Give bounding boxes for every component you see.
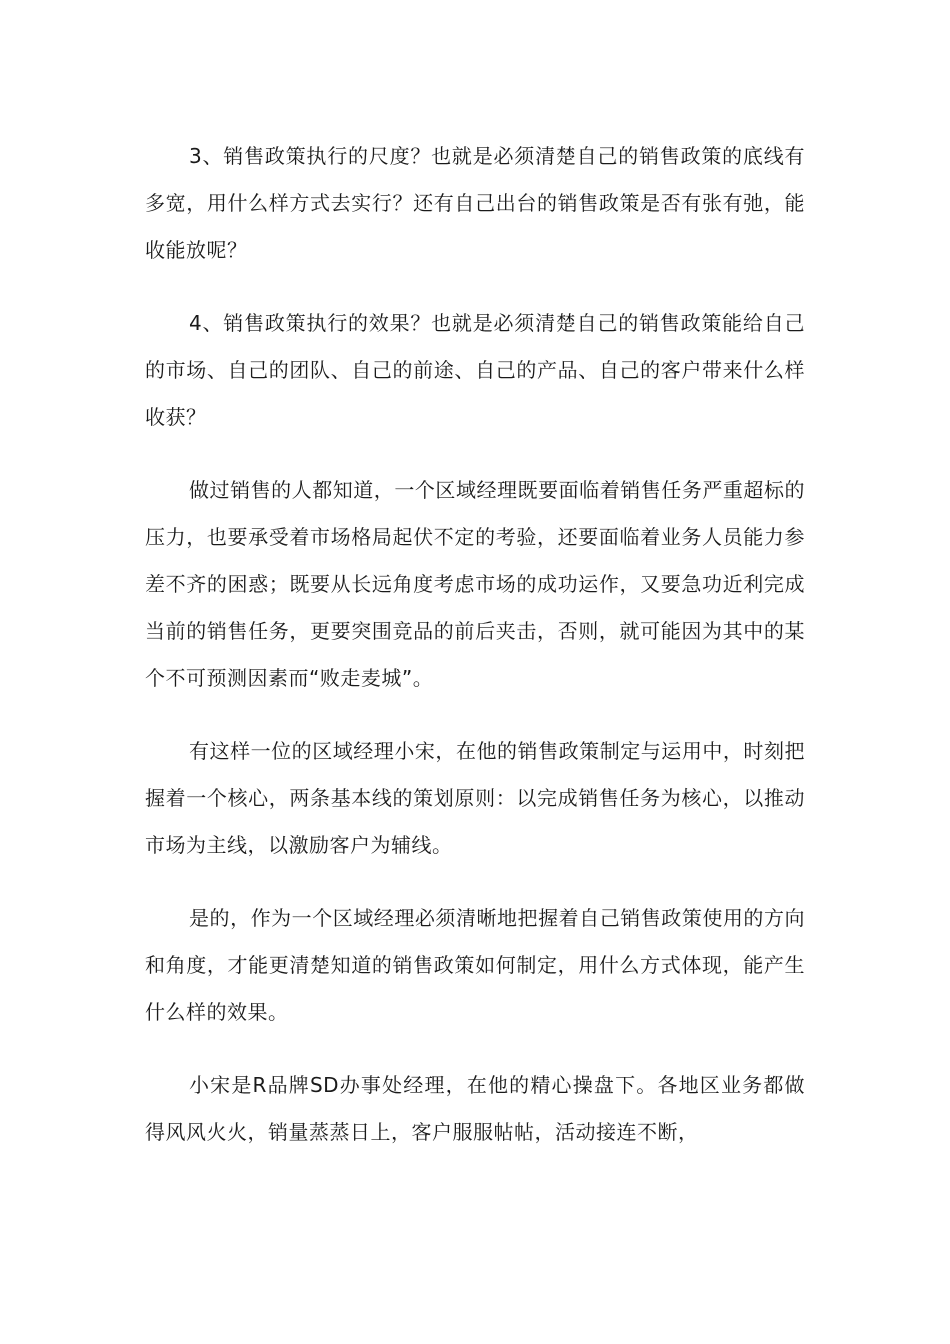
- paragraph-policy-effect: 4、销售政策执行的效果？也就是必须清楚自己的销售政策能给自己的市场、自己的团队、自己的前途、自己的产品、自己的客户带来什么样收获？: [145, 311, 805, 429]
- paragraph-policy-scale: 3、销售政策执行的尺度？也就是必须清楚自己的销售政策的底线有多宽，用什么样方式去实行？还有自己出台的销售政策是否有张有弛，能收能放呢？: [145, 144, 805, 262]
- paragraph-sd-office: 小宋是R品牌SD办事处经理，在他的精心操盘下。各地区业务都做得风风火火，销量蒸蒸日上，客户服服帖帖，活动接连不断，: [145, 1073, 805, 1144]
- paragraph-manager-xiaosong: 有这样一位的区域经理小宋，在他的销售政策制定与运用中，时刻把握着一个核心，两条基本线的策划原则：以完成销售任务为核心，以推动市场为主线，以激励客户为辅线。: [145, 739, 805, 857]
- paragraph-policy-direction: 是的，作为一个区域经理必须清晰地把握着自己销售政策使用的方向和角度，才能更清楚知道的销售政策如何制定，用什么方式体现，能产生什么样的效果。: [145, 906, 805, 1024]
- paragraph-regional-manager-pressure: 做过销售的人都知道，一个区域经理既要面临着销售任务严重超标的压力，也要承受着市场格局起伏不定的考验，还要面临着业务人员能力参差不齐的困惑；既要从长远角度考虑市场的成功运作，又要急功近利完成当前的销售任务，更要突围竞品的前后夹击，否则，就可能因为其中的某个不可预测因素而“败走麦城”。: [145, 478, 805, 690]
